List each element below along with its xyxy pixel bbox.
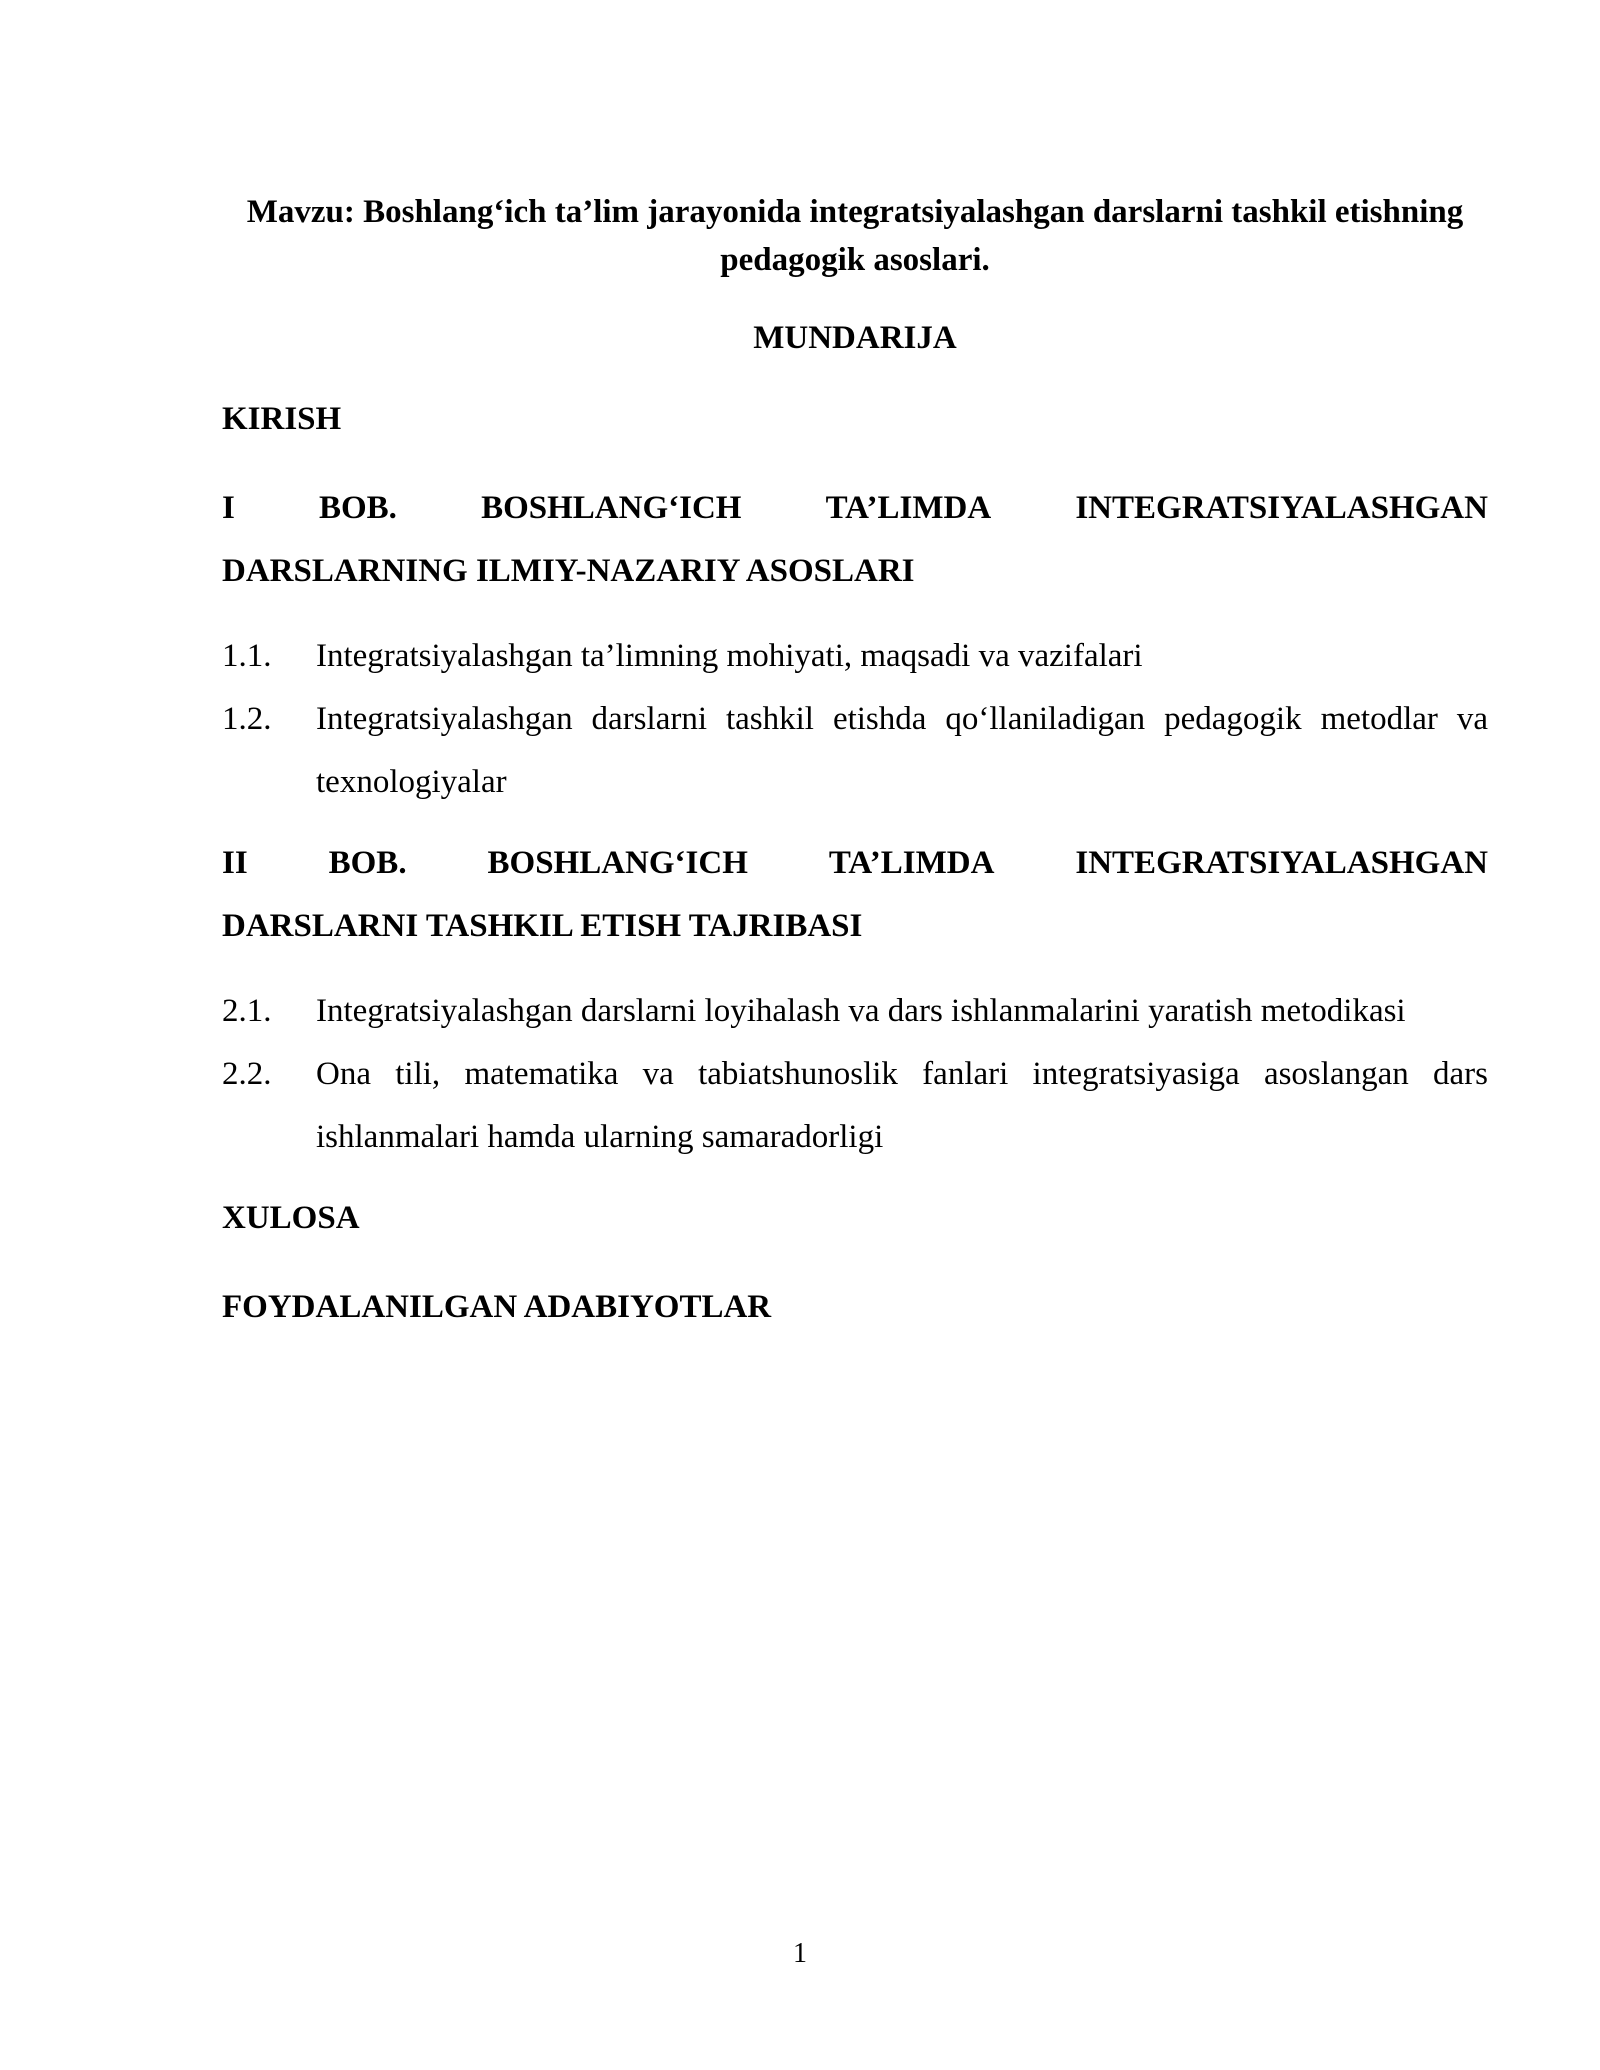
section-number: 1.2. [222,701,272,737]
section-title: Integratsiyalashgan ta’limning mohiyati, maqsadi va vazifalari [316,638,1143,674]
topic-title: Mavzu: Boshlang‘ich ta’lim jarayonida integratsiyalashgan darslarni tashkil etishning pedagogik asoslari. [246,194,1464,278]
section-number: 1.1. [222,638,272,674]
chapter-2-heading-line-1 [222,832,1488,895]
chapter-2-heading-word: BOB. [328,845,407,881]
chapter-2-heading-word: TA’LIMDA [828,845,995,881]
section-title: Integratsiyalashgan darslarni loyihalash va dars ishlanmalarini yaratish metodikasi [316,993,1406,1029]
chapter-1-heading-word: I [222,490,235,526]
chapter-1-heading-word: TA’LIMDA [825,490,992,526]
toc-entry-introduction: KIRISH [222,401,342,437]
toc-entry-conclusion: XULOSA [222,1200,360,1236]
chapter-2-sections [222,980,1488,1169]
toc-chapter-2 [222,832,1488,958]
page-content [222,188,1488,1365]
chapter-1-heading-word: INTEGRATSIYALASHGAN [1075,490,1488,526]
table-of-contents-title: MUNDARIJA [753,320,957,356]
chapter-1-heading-line-2: DARSLARNING ILMIY-NAZARIY ASOSLARI [222,553,915,589]
chapter-2-heading-word: BOSHLANG‘ICH [487,845,748,881]
section-title: Ona tili, matematika va tabiatshunoslik fanlari integratsiyasiga asoslangan dars ishlanmalari hamda ularning samaradorligi [316,1056,1488,1155]
toc-section-1-2 [222,688,1488,814]
section-number: 2.1. [222,993,272,1029]
toc-chapter-1 [222,477,1488,603]
toc-section-2-2 [222,1043,1488,1169]
section-number: 2.2. [222,1056,272,1092]
chapter-1-heading-line-1 [222,477,1488,540]
chapter-2-heading-line-2: DARSLARNI TASHKIL ETISH TAJRIBASI [222,908,863,944]
chapter-1-heading-word: BOSHLANG‘ICH [481,490,742,526]
chapter-1-sections [222,625,1488,814]
chapter-2-heading-word: INTEGRATSIYALASHGAN [1075,845,1488,881]
page-number: 1 [793,1938,807,1969]
toc-section-2-1 [222,980,1488,1043]
chapter-1-heading-word: BOB. [318,490,397,526]
chapter-2-heading-word: II [222,845,248,881]
section-title: Integratsiyalashgan darslarni tashkil etishda qo‘llaniladigan pedagogik metodlar va texnologiyalar [316,701,1488,800]
toc-section-1-1 [222,625,1488,688]
toc-entry-references: FOYDALANILGAN ADABIYOTLAR [222,1289,772,1325]
